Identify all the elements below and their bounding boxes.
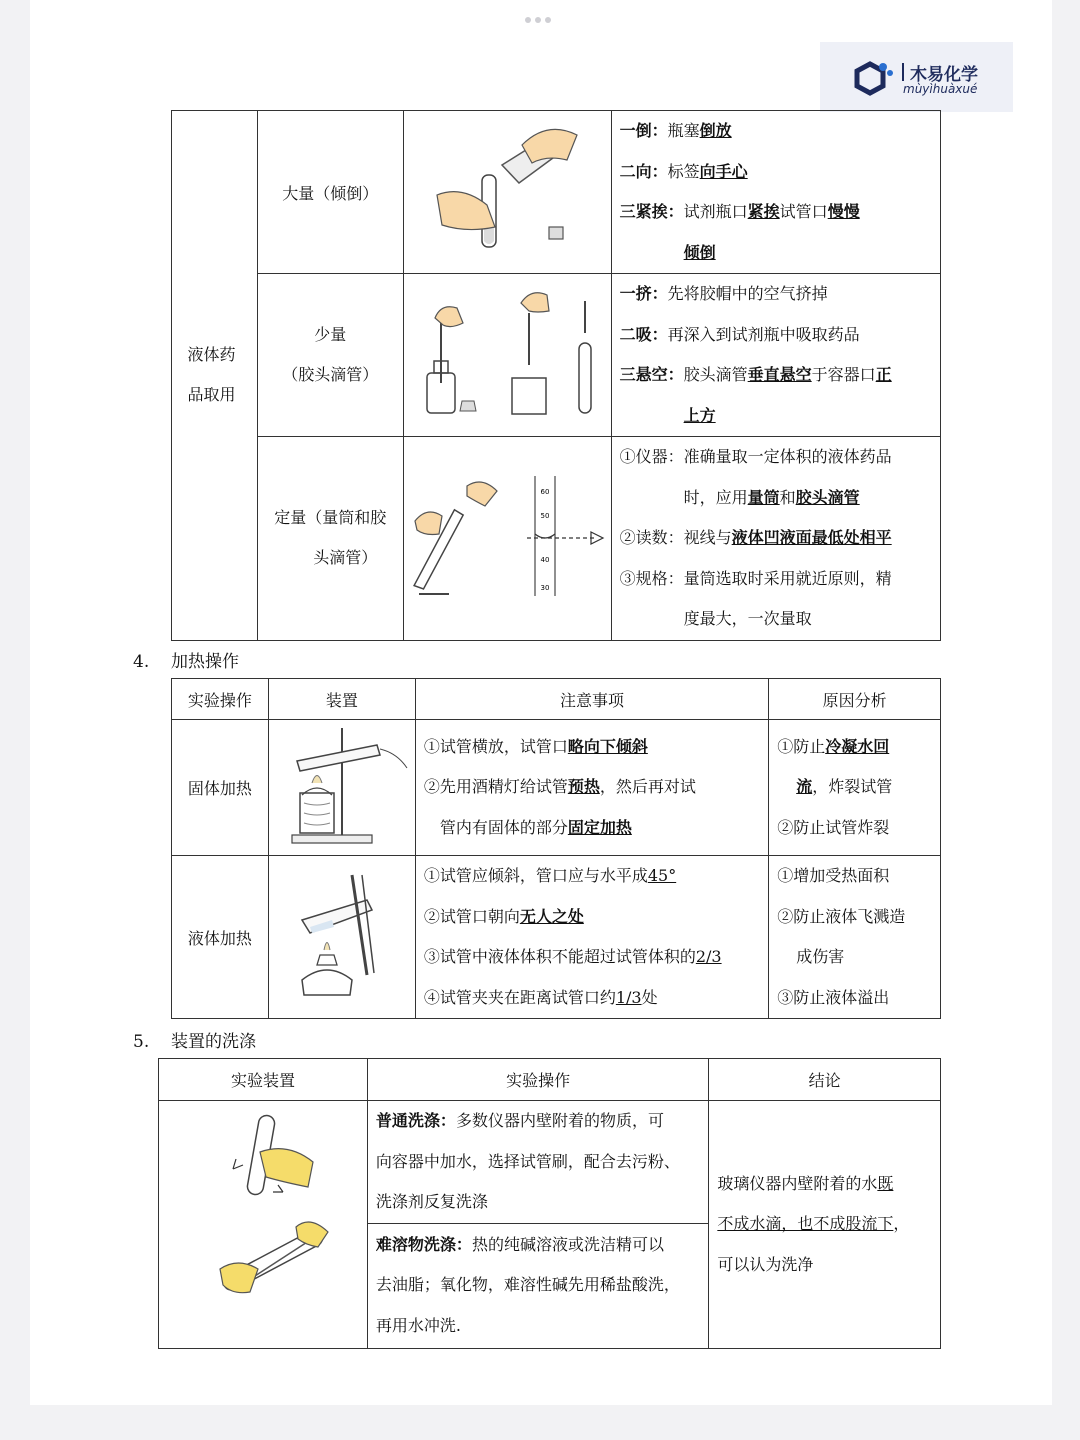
section-number: 4.	[133, 652, 150, 672]
op-text: 再用水冲洗.	[375, 1315, 462, 1335]
section-number: 5.	[133, 1032, 150, 1052]
note-text: 处	[641, 987, 658, 1007]
logo-name: 木易化学	[910, 65, 978, 85]
note-text: ③试管中液体体积不能超过试管体积的	[423, 947, 696, 966]
reason-text: 成伤害	[796, 947, 845, 966]
notes-cell	[611, 437, 940, 641]
note-text: ，然后再对试	[599, 777, 696, 797]
op-text: 去油脂；氧化物，难溶性碱先用稀盐酸洗，	[375, 1275, 680, 1295]
section-title: 加热操作	[171, 652, 239, 672]
column-header: 装置	[268, 679, 415, 720]
hexagon-logo-icon	[850, 58, 896, 102]
note-text: 视线与	[683, 528, 732, 547]
note-key: 无人之处	[519, 906, 584, 926]
column-header: 实验操作	[172, 679, 269, 720]
note-prefix: 二向：	[619, 161, 668, 181]
note-key: 1/3	[615, 987, 642, 1007]
category-label: 液体药品取用	[187, 345, 236, 405]
operation-cell: 固体加热	[172, 720, 269, 856]
note-key: 正	[875, 365, 892, 384]
page-indicator-dots	[525, 8, 555, 16]
note-key: 倒放	[699, 121, 732, 140]
washing-illustration	[178, 1107, 348, 1337]
illustration-cell	[159, 1101, 368, 1349]
note-text: 标签	[667, 161, 700, 181]
note-text: 再深入到试剂瓶中吸取药品	[667, 324, 860, 344]
op-key: 难溶物洗涤：	[375, 1234, 472, 1254]
reason-text: ②防止试管炸裂	[777, 817, 890, 837]
operation-cell	[367, 1101, 708, 1224]
conclusion-text: 玻璃仪器内壁附着的水	[717, 1173, 878, 1193]
note-text: 准确量取一定体积的液体药品	[683, 447, 892, 466]
note-prefix: 三悬空：	[619, 365, 684, 384]
section-heading-heating	[133, 647, 239, 672]
conclusion-text: ，	[893, 1214, 910, 1233]
note-key: 向手心	[699, 161, 748, 181]
note-key: 量筒	[747, 487, 780, 507]
reason-key: 流	[796, 777, 813, 797]
note-key: 2/3	[695, 947, 722, 966]
method-label: 大量（倾倒）	[282, 183, 379, 203]
illustration-cell	[268, 856, 415, 1019]
note-text: 先将胶帽中的空气挤掉	[667, 284, 828, 303]
table-row	[172, 856, 941, 1019]
note-text: ④试管夹夹在距离试管口约	[423, 987, 616, 1007]
method-label: 头滴管）	[313, 548, 378, 568]
note-key: 略向下倾斜	[567, 736, 648, 756]
note-text: ①试管应倾斜，管口应与水平成	[423, 866, 648, 885]
note-key: 预热	[567, 777, 600, 797]
note-text: 和	[779, 487, 796, 507]
note-text: 于容器口	[811, 365, 876, 384]
method-label: 少量	[314, 325, 347, 344]
reason-cell	[769, 856, 941, 1019]
column-header: 注意事项	[415, 679, 768, 720]
notes-cell	[611, 274, 940, 437]
reason-key: 冷凝水回	[825, 736, 890, 756]
operation-cell: 液体加热	[172, 856, 269, 1019]
note-text: ①试管横放，试管口	[423, 736, 568, 756]
method-cell	[257, 437, 403, 641]
section-title: 装置的洗涤	[171, 1032, 256, 1052]
method-cell	[257, 111, 403, 274]
note-text: 度最大，一次量取	[683, 609, 812, 628]
logo-pinyin: mùyìhuàxué	[903, 82, 978, 96]
reason-cell	[769, 720, 941, 856]
table-row	[172, 437, 941, 641]
table-header-row	[159, 1059, 941, 1101]
notes-cell	[611, 111, 940, 274]
note-prefix: ①仪器：	[619, 447, 684, 466]
measuring-cylinder-illustration	[407, 466, 607, 606]
solid-heating-illustration	[272, 723, 412, 848]
note-text: 瓶塞	[667, 121, 700, 140]
note-text: 时，应用	[683, 487, 748, 507]
category-cell	[172, 111, 258, 641]
column-header: 原因分析	[769, 679, 941, 720]
dropper-illustration	[407, 283, 607, 423]
conclusion-cell	[709, 1101, 941, 1349]
scale-label: 40	[540, 556, 550, 565]
table-row	[172, 274, 941, 437]
conclusion-key: 不成水滴，也不成股流下	[717, 1214, 894, 1233]
note-text: 管内有固体的部分	[439, 817, 568, 837]
scale-label: 30	[540, 584, 550, 593]
op-text: 多数仪器内壁附着的物质，可	[455, 1111, 664, 1130]
note-text: 试剂瓶口	[683, 202, 748, 221]
op-text: 洗涤剂反复洗涤	[375, 1192, 488, 1211]
column-header: 结论	[709, 1059, 941, 1101]
column-header: 实验装置	[159, 1059, 368, 1101]
conclusion-key: 既	[877, 1173, 894, 1193]
scale-label: 50	[540, 512, 550, 521]
note-key: 慢慢	[827, 202, 860, 221]
reason-text: ①防止	[777, 736, 826, 756]
note-key: 液体凹液面最低处相平	[731, 528, 892, 547]
column-header: 实验操作	[367, 1059, 708, 1101]
note-key: 倾倒	[683, 242, 716, 262]
table-row	[159, 1101, 941, 1224]
pouring-illustration	[407, 115, 607, 265]
note-key: 胶头滴管	[795, 487, 860, 507]
note-prefix: 二吸：	[619, 324, 668, 344]
illustration-cell	[403, 274, 611, 437]
op-text: 热的纯碱溶液或洗洁精可以	[471, 1234, 664, 1254]
illustration-cell	[268, 720, 415, 856]
notes-cell	[415, 720, 768, 856]
note-prefix: ③规格：	[619, 568, 684, 588]
reason-text: ②防止液体飞溅造	[777, 906, 906, 926]
reason-text: ，炸裂试管	[812, 777, 893, 797]
logo-separator	[902, 63, 904, 81]
op-key: 普通洗涤：	[375, 1111, 456, 1130]
method-label: （胶头滴管）	[282, 365, 379, 384]
heating-table	[171, 678, 941, 1019]
conclusion-text: 可以认为洗净	[717, 1254, 814, 1274]
table-row	[172, 720, 941, 856]
notes-cell	[415, 856, 768, 1019]
scale-label: 60	[540, 488, 550, 497]
note-prefix: 一倒：	[619, 121, 668, 140]
note-key: 固定加热	[567, 817, 632, 837]
note-key: 垂直悬空	[747, 365, 812, 384]
operation-cell	[367, 1223, 708, 1348]
washing-table	[158, 1058, 941, 1349]
reason-text: ③防止液体溢出	[777, 987, 890, 1007]
note-prefix: 三紧挨：	[619, 202, 684, 221]
illustration-cell	[403, 437, 611, 641]
note-text: ②试管口朝向	[423, 906, 520, 926]
note-text: 胶头滴管	[683, 365, 748, 384]
section-heading-washing	[133, 1027, 256, 1052]
illustration-cell	[403, 111, 611, 274]
method-cell	[257, 274, 403, 437]
note-text: 试管口	[779, 202, 828, 221]
table-row	[172, 111, 941, 274]
note-key: 上方	[683, 405, 716, 425]
note-prefix: ②读数：	[619, 528, 684, 547]
reason-text: ①增加受热面积	[777, 866, 890, 885]
method-label: 定量（量筒和胶	[274, 508, 387, 528]
op-text: 向容器中加水，选择试管刷，配合去污粉、	[375, 1151, 680, 1171]
liquid-reagent-table	[171, 110, 941, 641]
table-header-row	[172, 679, 941, 720]
note-key: 45°	[647, 866, 677, 885]
note-text: ②先用酒精灯给试管	[423, 777, 568, 797]
note-prefix: 一挤：	[619, 284, 668, 303]
note-key: 紧挨	[747, 202, 780, 221]
liquid-heating-illustration	[272, 865, 412, 1005]
note-text: 量筒选取时采用就近原则，精	[683, 568, 892, 588]
